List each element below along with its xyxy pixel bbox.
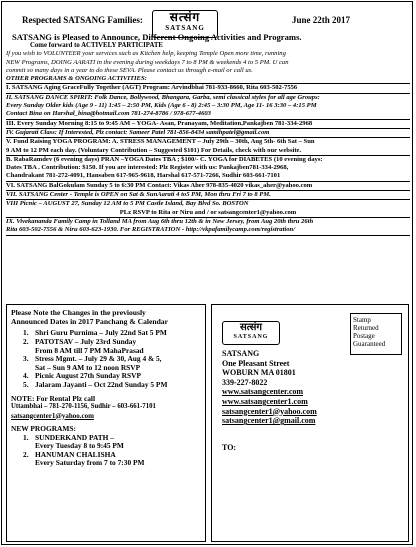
program-agt: I. SATSANG Aging GraceFully Together (AGT) Program: Arvindbhai 781-933-8660, Rita 603-502-7556 (6, 83, 410, 92)
volunteer-line-3: commit so many days in a year to do these SEVA. Please contact us through e-mail or call us. (6, 66, 253, 74)
program-family-camp-2: Rita 603-502-7556 & Niru 603-623-1930. For REGISTRATION - http://vkpafamilycamp.com/registration/ (6, 226, 410, 235)
program-pran-yoga-2: Dates TBA . Contribution: $150. If you are interested: Plz Register with us: Pankajben781-334-2968, (6, 164, 289, 172)
mailer-logo-glyph: सत्संग (239, 322, 262, 333)
website-link[interactable]: www.satsangcenter.com (222, 387, 304, 397)
return-address (222, 349, 317, 426)
new-program-item: Every Tuesday 8 to 9:45 PM (35, 441, 124, 451)
logo-glyph: सत्संग (169, 10, 201, 24)
stamp-line: Guaranteed (353, 340, 386, 348)
new-programs-heading: NEW PROGRAMS: (11, 423, 76, 433)
rental-email[interactable]: satsangcenter1@yahoo.com (11, 411, 94, 420)
flyer-page (1, 1, 413, 545)
program-gujarati: IV. Gujarati Class: If Interested, Plz contact: Sameer Patel 781-856-8434 samihpatel@gmail.com (6, 128, 410, 137)
program-family-camp: IX. Vivekananda Family Camp in Tolland MA from Aug 6th thru 12th & in New Jersey, from Aug 20th thru 26th (6, 217, 410, 226)
program-temple-hours: VII. SATSANG Center - Temple is OPEN on Sat & SunAarati 4 to5 PM, Mon thru Fri 7 to 8 PM. (6, 190, 410, 199)
program-dance-times: Every Sunday Older kids (Age 9 - 11) 1:45 – 2:50 PM, Kids (Age 6 - 8) 2:45 – 3:30 PM, Age 11- 16 3:30 – 4:15 PM (6, 102, 317, 110)
announcement-section (2, 2, 412, 302)
mailer-panel (211, 304, 409, 542)
rental-note: NOTE: For Rental Plz call (11, 393, 96, 403)
notice-item: 1. Shri Guru Purnima – July 22nd Sat 5 PM (23, 328, 167, 338)
notice-item: From 8 AM till 7 PM MahaPrasad (35, 345, 144, 355)
program-pran-yoga-3: Chandrakant 781-272-4091, Hansaben 617-965-9618, Harshal 617-571-7266, Sudhir 603-661-7101 (6, 172, 281, 180)
salutation: Respected SATSANG Families: (22, 15, 143, 25)
new-program-item: 2. HANUMAN CHALISHA (23, 449, 116, 459)
programs-heading: OTHER PROGRAMS & ONGOING ACTIVITIES: (6, 75, 147, 83)
participate-line: Come forward to ACTIVELY PARTICIPATE (30, 42, 163, 49)
notice-item: Sat – Sun 9 AM to 12 noon RSVP (35, 362, 141, 372)
email-link[interactable]: satsangcenter1@gmail.com (222, 416, 316, 426)
new-program-item: 1. SUNDERKAND PATH – (23, 432, 114, 442)
to-label: TO: (222, 443, 237, 452)
stamp-line: Stamp (353, 316, 371, 324)
volunteer-line-2: NEW Programs, DOING AARATI in the evening during weekdays 7 to 8 PM & weekends 4 to 5 PM. U can (6, 58, 289, 66)
program-dance: II. SATSANG DANCE SPIRIT: Folk Dance, Bollywood, Bhangara, Garba, semi classical styles for all age Groups: (6, 93, 410, 102)
mailer-logo (222, 321, 280, 345)
notice-item: 4. Picnic August 27th Sunday RSVP (23, 371, 141, 381)
program-picnic-rsvp: PLz RSVP to Rita or Niru and / or satsangcenter1@yahoo.com (119, 208, 297, 216)
address-line: SATSANG (222, 349, 260, 358)
logo-word: SATSANG (165, 24, 205, 32)
program-fundraising: V. Fund Raising YOGA PROGRAM: A. STRESS MANAGEMENT – July 29th – 30th, Aug 5th- 6th Sat – Sun (6, 137, 410, 146)
stamp-line: Returned (353, 324, 379, 332)
mailer-logo-word: SATSANG (233, 334, 269, 340)
program-balgokulam: VI. SATSANG BalGokulam Sunday 5 to 6:30 PM Contact: Vikas Aher 978-835-4020 vikas_aher@yahoo.com (6, 181, 410, 190)
rental-contacts: Uttambhai – 781-270-1156, Sudhir – 603-661-7101 (11, 403, 156, 411)
notice-heading-2: Announced Dates in 2017 Panchang & Calendar (11, 317, 168, 327)
website-link[interactable]: www.satsangcenter1.com (222, 396, 308, 406)
announcement-body (6, 32, 410, 236)
address-line: One Pleasant Street (222, 358, 290, 368)
program-yoga: III. Every Sunday Morning 8:15 to 9:45 AM – YOGA- Asan, Pranayam, Meditation,Pankajben 781-334-2968 (6, 119, 410, 128)
volunteer-line-1: If you wish to VOLUNTEER your services such as Kitchen help, keeping Temple Open more time, running (6, 50, 286, 58)
notice-item: 3. Stress Mgmt. – July 29 & 30, Aug 4 & 5, (23, 354, 162, 364)
program-fundraising-2: 9 AM to 12 PM each day. (Voluntary Contribution – Suggested $101) For Details, check with our website. (6, 146, 302, 154)
notice-item: 2. PATOTSAV – July 23rd Sunday (23, 337, 137, 346)
address-line: WOBURN MA 01801 (222, 368, 296, 378)
headline: SATSANG is Pleased to Announce, Different Ongoing Activities and Programs. (12, 32, 302, 42)
program-picnic: VIII Picnic – AUGUST 27, Sunday 12 AM to 5 PM Castle Island, Bay Blvd So. BOSTON (6, 199, 410, 208)
stamp-box (350, 313, 402, 355)
notice-box (6, 304, 206, 542)
date: June 22th 2017 (292, 15, 351, 25)
notice-heading-1: Please Note the Changes in the previously (11, 308, 146, 317)
program-dance-contact: Contact Bina on Harshal_bina@hotmail.com 781-274-8786 / 978-677-4603 (6, 110, 211, 118)
new-program-item: Every Saturday from 7 to 7:30 PM (35, 458, 145, 468)
address-line: 339-227-8022 (222, 377, 268, 387)
header-row (2, 8, 412, 30)
email-link[interactable]: satsangcenter1@yahoo.com (222, 406, 317, 416)
program-pran-yoga: B. RabaRamdev (6 evening days) PRAN –YOGA Dates TBA ; $100/- C. YOGA for DIABETES (10 evening days: (6, 155, 410, 164)
stamp-line: Postage (353, 332, 375, 340)
notice-item: 5. Jalaram Jayanti – Oct 22nd Sunday 5 PM (23, 379, 168, 389)
